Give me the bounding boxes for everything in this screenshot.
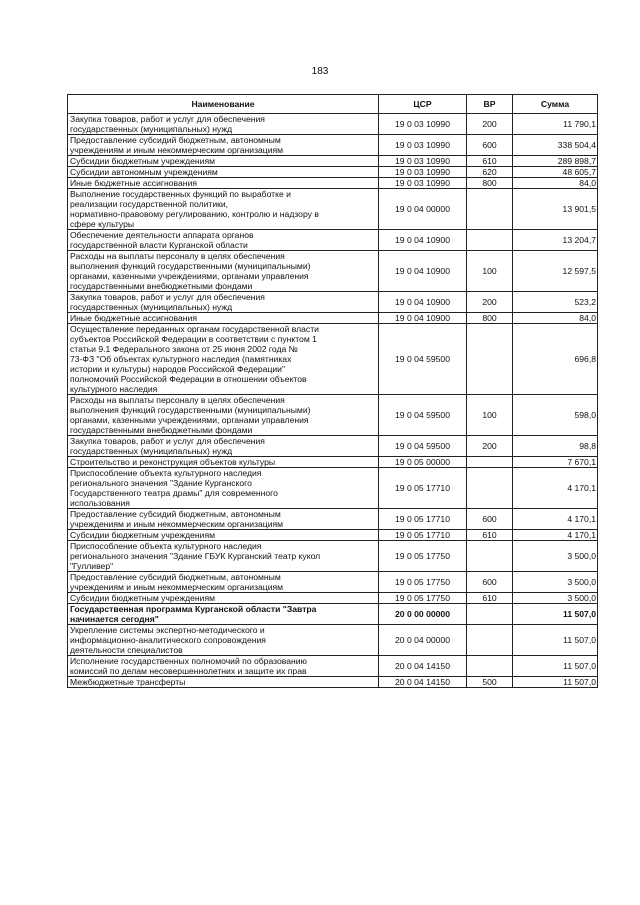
cell-name: Расходы на выплаты персоналу в целях обеспечения выполнения функций государственными (муниципальными) органами, казенными учреждениями, органами управления государственными внебюджетными фондами [68, 395, 379, 436]
cell-sum: 289 898,7 [513, 156, 598, 167]
cell-sum: 11 507,0 [513, 625, 598, 656]
cell-vr: 620 [467, 167, 513, 178]
cell-sum: 11 790,1 [513, 114, 598, 135]
cell-name: Предоставление субсидий бюджетным, автономным учреждениям и иным некоммерческим организациям [68, 135, 379, 156]
table-row [68, 156, 598, 167]
cell-sum: 98,8 [513, 436, 598, 457]
header-name: Наименование [68, 95, 379, 114]
cell-name: Обеспечение деятельности аппарата органов государственной власти Курганской области [68, 230, 379, 251]
cell-vr: 600 [467, 509, 513, 530]
cell-vr: 800 [467, 313, 513, 324]
cell-vr [467, 324, 513, 395]
cell-name: Субсидии бюджетным учреждениям [68, 530, 379, 541]
cell-vr: 600 [467, 135, 513, 156]
cell-vr [467, 604, 513, 625]
cell-vr: 800 [467, 178, 513, 189]
cell-sum: 11 507,0 [513, 604, 598, 625]
cell-vr: 200 [467, 114, 513, 135]
table-row [68, 230, 598, 251]
cell-vr [467, 541, 513, 572]
cell-name: Расходы на выплаты персоналу в целях обеспечения выполнения функций государственными (муниципальными) органами, казенными учреждениями, органами управления государственными внебюджетными фондами [68, 251, 379, 292]
cell-csr: 19 0 05 17710 [379, 509, 467, 530]
cell-vr: 610 [467, 593, 513, 604]
cell-csr: 19 0 03 10990 [379, 178, 467, 189]
cell-vr [467, 457, 513, 468]
cell-csr: 19 0 05 17710 [379, 468, 467, 509]
table-row [68, 457, 598, 468]
cell-sum: 523,2 [513, 292, 598, 313]
cell-vr: 610 [467, 530, 513, 541]
table-row [68, 292, 598, 313]
header-vr: ВР [467, 95, 513, 114]
table-row [68, 324, 598, 395]
cell-sum: 7 670,1 [513, 457, 598, 468]
table-row [68, 167, 598, 178]
budget-table [67, 94, 598, 688]
cell-csr: 19 0 03 10990 [379, 135, 467, 156]
cell-csr: 19 0 04 10900 [379, 313, 467, 324]
cell-name: Приспособление объекта культурного наследия регионального значения "Здание ГБУК Курганский театр кукол "Гулливер" [68, 541, 379, 572]
cell-sum: 696,8 [513, 324, 598, 395]
cell-csr: 19 0 05 00000 [379, 457, 467, 468]
cell-sum: 13 204,7 [513, 230, 598, 251]
cell-vr [467, 656, 513, 677]
table-row [68, 395, 598, 436]
cell-sum: 84,0 [513, 178, 598, 189]
table-row [68, 572, 598, 593]
cell-csr: 19 0 05 17750 [379, 593, 467, 604]
table-row [68, 189, 598, 230]
cell-csr: 19 0 03 10990 [379, 114, 467, 135]
cell-csr: 19 0 04 10900 [379, 230, 467, 251]
cell-vr: 100 [467, 251, 513, 292]
table-row [68, 114, 598, 135]
cell-name: Исполнение государственных полномочий по образованию комиссий по делам несовершеннолетних и защите их прав [68, 656, 379, 677]
table-row [68, 135, 598, 156]
cell-vr [467, 468, 513, 509]
cell-sum: 3 500,0 [513, 541, 598, 572]
cell-sum: 11 507,0 [513, 677, 598, 688]
cell-csr: 19 0 03 10990 [379, 156, 467, 167]
table-header-row [68, 95, 598, 114]
cell-sum: 84,0 [513, 313, 598, 324]
cell-vr: 200 [467, 436, 513, 457]
cell-csr: 20 0 04 00000 [379, 625, 467, 656]
cell-csr: 19 0 05 17750 [379, 541, 467, 572]
table-row [68, 436, 598, 457]
table-row [68, 178, 598, 189]
header-csr: ЦСР [379, 95, 467, 114]
table-body [68, 114, 598, 688]
cell-csr: 20 0 00 00000 [379, 604, 467, 625]
cell-vr: 500 [467, 677, 513, 688]
cell-name: Субсидии бюджетным учреждениям [68, 156, 379, 167]
cell-name: Предоставление субсидий бюджетным, автономным учреждениям и иным некоммерческим организациям [68, 509, 379, 530]
cell-sum: 13 901,5 [513, 189, 598, 230]
cell-csr: 20 0 04 14150 [379, 677, 467, 688]
table-row [68, 593, 598, 604]
cell-csr: 19 0 05 17750 [379, 572, 467, 593]
cell-name: Закупка товаров, работ и услуг для обеспечения государственных (муниципальных) нужд [68, 436, 379, 457]
cell-csr: 19 0 04 59500 [379, 324, 467, 395]
cell-name: Приспособление объекта культурного наследия регионального значения "Здание Курганского Государственного театра драмы" для современного использования [68, 468, 379, 509]
cell-sum: 4 170,1 [513, 468, 598, 509]
cell-sum: 598,0 [513, 395, 598, 436]
cell-vr [467, 230, 513, 251]
table-row [68, 541, 598, 572]
cell-sum: 48 605,7 [513, 167, 598, 178]
cell-name: Иные бюджетные ассигнования [68, 178, 379, 189]
cell-name: Иные бюджетные ассигнования [68, 313, 379, 324]
table-row [68, 625, 598, 656]
cell-name: Выполнение государственных функций по выработке и реализации государственной политики, нормативно-правовому регулированию, контролю и надзору в сфере культуры [68, 189, 379, 230]
cell-csr: 19 0 04 10900 [379, 251, 467, 292]
cell-name: Государственная программа Курганской области "Завтра начинается сегодня" [68, 604, 379, 625]
table-row [68, 313, 598, 324]
cell-vr [467, 625, 513, 656]
cell-csr: 19 0 03 10990 [379, 167, 467, 178]
cell-name: Субсидии бюджетным учреждениям [68, 593, 379, 604]
table-row [68, 677, 598, 688]
cell-name: Строительство и реконструкция объектов культуры [68, 457, 379, 468]
cell-sum: 12 597,5 [513, 251, 598, 292]
table-row [68, 604, 598, 625]
cell-sum: 11 507,0 [513, 656, 598, 677]
table-row [68, 530, 598, 541]
cell-name: Укрепление системы экспертно-методического и информационно-аналитического сопровождения деятельности специалистов [68, 625, 379, 656]
table-row [68, 656, 598, 677]
cell-name: Межбюджетные трансферты [68, 677, 379, 688]
table-row [68, 251, 598, 292]
table-row [68, 509, 598, 530]
cell-vr: 100 [467, 395, 513, 436]
cell-sum: 4 170,1 [513, 509, 598, 530]
cell-vr: 200 [467, 292, 513, 313]
cell-csr: 19 0 04 00000 [379, 189, 467, 230]
cell-name: Закупка товаров, работ и услуг для обеспечения государственных (муниципальных) нужд [68, 114, 379, 135]
cell-csr: 20 0 04 14150 [379, 656, 467, 677]
cell-sum: 338 504,4 [513, 135, 598, 156]
cell-sum: 3 500,0 [513, 593, 598, 604]
table-row [68, 468, 598, 509]
cell-vr [467, 189, 513, 230]
cell-csr: 19 0 05 17710 [379, 530, 467, 541]
cell-csr: 19 0 04 59500 [379, 395, 467, 436]
page-number: 183 [311, 66, 329, 77]
cell-csr: 19 0 04 59500 [379, 436, 467, 457]
cell-name: Предоставление субсидий бюджетным, автономным учреждениям и иным некоммерческим организациям [68, 572, 379, 593]
cell-vr: 600 [467, 572, 513, 593]
cell-name: Закупка товаров, работ и услуг для обеспечения государственных (муниципальных) нужд [68, 292, 379, 313]
cell-vr: 610 [467, 156, 513, 167]
header-sum: Сумма [513, 95, 598, 114]
cell-sum: 3 500,0 [513, 572, 598, 593]
cell-name: Субсидии автономным учреждениям [68, 167, 379, 178]
cell-csr: 19 0 04 10900 [379, 292, 467, 313]
cell-sum: 4 170,1 [513, 530, 598, 541]
cell-name: Осуществление переданных органам государственной власти субъектов Российской Федерации в соответствии с пунктом 1 статьи 9.1 Федерального закона от 25 июня 2002 года № 73-ФЗ "Об объектах культурного наследия (памятниках истории и культуры) народов Российской Федерации" полномочий Российской Федерации в отношении объектов культурного наследия [68, 324, 379, 395]
